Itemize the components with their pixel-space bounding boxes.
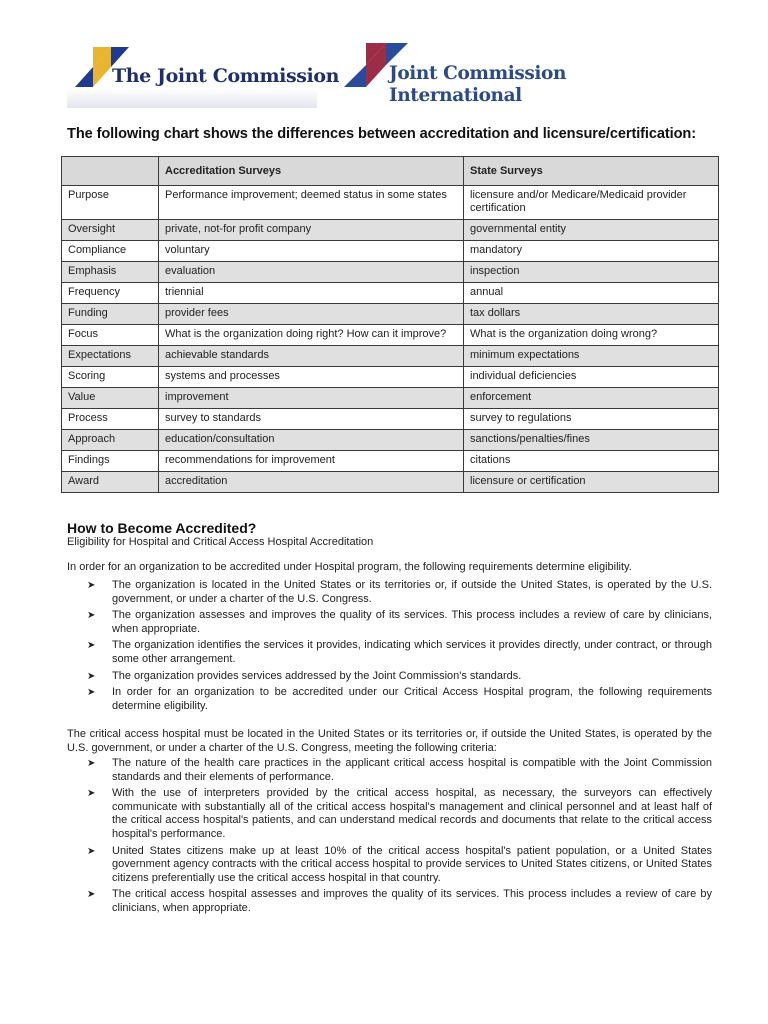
list-item: ➤ The organization assesses and improves the quality of its services. This process includes a review of care by clinicians, when appropriate. [87, 609, 712, 635]
state-cell: licensure or certification [464, 472, 719, 493]
joint-commission-logo [67, 44, 340, 108]
arrow-bullet-icon: ➤ [87, 889, 96, 901]
intro-paragraph: In order for an organization to be accredited under Hospital program, the following requirements determine eligibility. [67, 561, 632, 573]
list-item: ➤ The organization provides services addressed by the Joint Commission's standards. [87, 669, 522, 682]
list-item: ➤ The critical access hospital assesses and improves the quality of its services. This process includes a review of care by clinicians, when appropriate. [87, 888, 712, 914]
accreditation-cell: What is the organization doing right? How can it improve? [159, 325, 464, 346]
state-cell: sanctions/penalties/fines [464, 430, 719, 451]
list-item: ➤ With the use of interpreters provided by the critical access hospital, as necessary, the surveyors can effectively communicate with substantially all of the critical access hospital's management and clinical personnel and at least half of the critical access hospital's patients, and can understand medical records and documents that relate to the critical access hospital's performance. [87, 787, 712, 840]
row-label: Approach [62, 430, 159, 451]
arrow-bullet-icon: ➤ [87, 610, 96, 622]
accreditation-cell: survey to standards [159, 409, 464, 430]
arrow-bullet-icon: ➤ [87, 845, 96, 857]
accreditation-cell: private, not-for profit company [159, 220, 464, 241]
list-item: ➤ The organization is located in the United States or its territories or, if outside the United States, is operated by the U.S. government, or under a charter of the U.S. Congress. [87, 579, 712, 605]
table-row [62, 451, 719, 472]
jci-logo-line2: International [389, 85, 522, 106]
jci-logo-line1: Joint Commission [389, 63, 567, 84]
row-label: Award [62, 472, 159, 493]
state-cell: mandatory [464, 241, 719, 262]
arrow-bullet-icon: ➤ [87, 640, 96, 652]
arrow-bullet-icon: ➤ [87, 687, 96, 699]
accreditation-cell: provider fees [159, 304, 464, 325]
row-label: Expectations [62, 346, 159, 367]
arrow-bullet-icon: ➤ [87, 788, 96, 800]
table-header-row [62, 157, 719, 186]
table-row [62, 409, 719, 430]
row-label: Emphasis [62, 262, 159, 283]
state-cell: tax dollars [464, 304, 719, 325]
table-row [62, 262, 719, 283]
joint-commission-logo-text: The Joint Commission [112, 65, 340, 87]
arrow-bullet-icon: ➤ [87, 580, 96, 591]
table-header-state: State Surveys [464, 157, 719, 186]
row-label: Purpose [62, 186, 159, 220]
state-cell: individual deficiencies [464, 367, 719, 388]
critical-access-paragraph: The critical access hospital must be located in the United States or its territories or, if outside the United States, is operated by the U.S. government, or under a charter of the U.S. Congress, meeting the following criteria: [67, 728, 712, 754]
accreditation-cell: accreditation [159, 472, 464, 493]
table-row [62, 220, 719, 241]
accreditation-cell: improvement [159, 388, 464, 409]
accreditation-cell: education/consultation [159, 430, 464, 451]
table-row [62, 283, 719, 304]
table-header-empty [62, 157, 159, 186]
accreditation-cell: voluntary [159, 241, 464, 262]
list-item: ➤ United States citizens make up at least 10% of the critical access hospital's patient population, or a United States government agency contracts with the critical access hospital to provide services to United States citizens, or United States citizens preferentially use the critical access hospital in that country. [87, 844, 712, 884]
table-row [62, 430, 719, 451]
state-cell: annual [464, 283, 719, 304]
state-cell: inspection [464, 262, 719, 283]
joint-commission-international-logo [344, 43, 574, 113]
section-title: How to Become Accredited? [67, 520, 257, 536]
arrow-bullet-icon: ➤ [87, 758, 96, 769]
section-subtitle: Eligibility for Hospital and Critical Access Hospital Accreditation [67, 536, 374, 548]
row-label: Scoring [62, 367, 159, 388]
state-cell: citations [464, 451, 719, 472]
list-item: ➤ The organization identifies the services it provides, indicating which services it provides directly, under contract, or through some other arrangement. [87, 639, 712, 665]
state-cell: survey to regulations [464, 409, 719, 430]
comparison-table [61, 156, 719, 493]
accreditation-cell: systems and processes [159, 367, 464, 388]
accreditation-cell: Performance improvement; deemed status in some states [159, 186, 464, 220]
table-header-accreditation: Accreditation Surveys [159, 157, 464, 186]
state-cell: enforcement [464, 388, 719, 409]
accreditation-cell: triennial [159, 283, 464, 304]
page-heading: The following chart shows the differences between accreditation and licensure/certification: [67, 126, 697, 142]
row-label: Value [62, 388, 159, 409]
row-label: Focus [62, 325, 159, 346]
table-row [62, 472, 719, 493]
state-cell: What is the organization doing wrong? [464, 325, 719, 346]
row-label: Compliance [62, 241, 159, 262]
table-row [62, 241, 719, 262]
row-label: Findings [62, 451, 159, 472]
state-cell: licensure and/or Medicare/Medicaid provider certification [464, 186, 719, 220]
row-label: Process [62, 409, 159, 430]
accreditation-cell: evaluation [159, 262, 464, 283]
row-label: Frequency [62, 283, 159, 304]
row-label: Oversight [62, 220, 159, 241]
accreditation-cell: recommendations for improvement [159, 451, 464, 472]
state-cell: minimum expectations [464, 346, 719, 367]
state-cell: governmental entity [464, 220, 719, 241]
critical-access-criteria-list [67, 757, 712, 919]
row-label: Funding [62, 304, 159, 325]
accreditation-cell: achievable standards [159, 346, 464, 367]
table-row [62, 388, 719, 409]
arrow-bullet-icon: ➤ [87, 670, 96, 682]
list-item: ➤ The nature of the health care practices in the applicant critical access hospital is compatible with the Joint Commission standards and their elements of performance. [87, 757, 712, 783]
table-row [62, 325, 719, 346]
list-item: ➤ In order for an organization to be accredited under our Critical Access Hospital program, the following requirements determine eligibility. [87, 686, 712, 712]
table-row [62, 304, 719, 325]
table-row [62, 367, 719, 388]
table-row [62, 346, 719, 367]
table-row [62, 186, 719, 220]
hospital-eligibility-list [67, 579, 712, 716]
